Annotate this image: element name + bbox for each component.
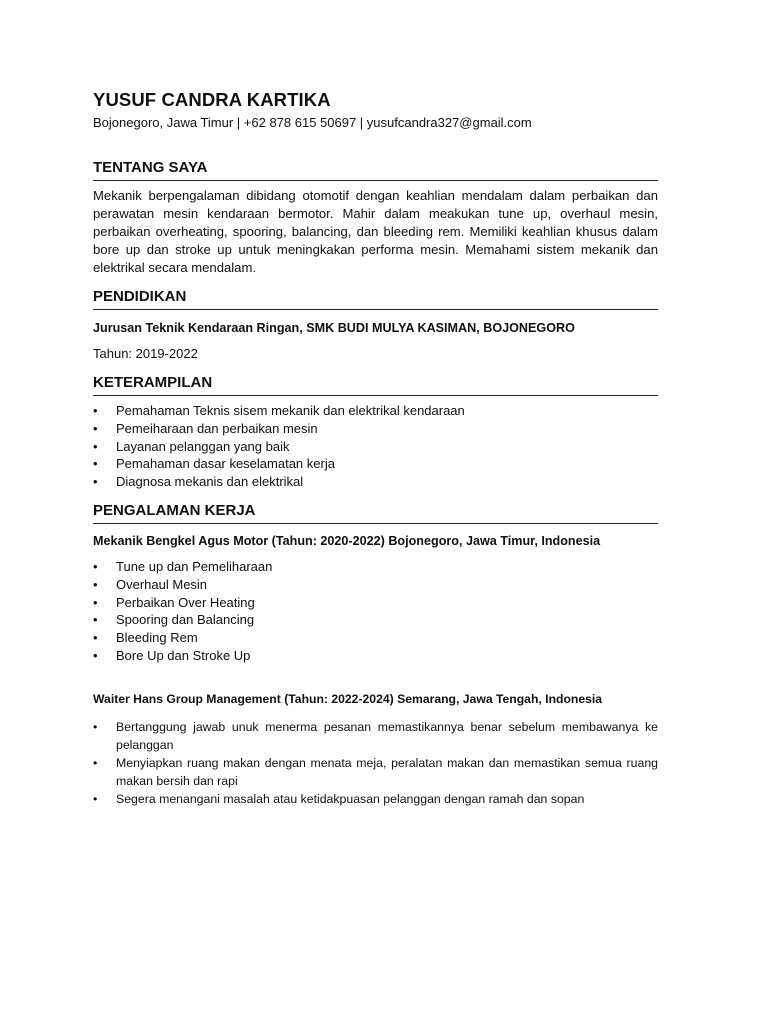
skill-text: Diagnosa mekanis dan elektrikal [116, 474, 304, 490]
skill-text: Layanan pelanggan yang baik [116, 438, 290, 454]
list-item [93, 438, 658, 456]
skill-text: Pemeiharaan dan perbaikan mesin [116, 420, 318, 436]
list-item [93, 594, 658, 612]
bullet-icon: • [93, 456, 98, 472]
bullet-icon: • [93, 420, 98, 436]
bullet-icon: • [93, 647, 98, 663]
education-school: Jurusan Teknik Kendaraan Ringan, SMK BUDI MULYA KASIMAN, BOJONEGORO [93, 321, 575, 335]
job-duties-list [93, 718, 658, 808]
list-item [93, 611, 658, 629]
skills-list [93, 402, 658, 491]
duty-text: Menyiapkan ruang makan dengan menata meja, peralatan makan dan memastikan semua ruang makan bersih dan rapi [116, 755, 658, 788]
bullet-icon: • [93, 630, 98, 646]
bullet-icon: • [93, 719, 98, 734]
bullet-icon: • [93, 594, 98, 610]
contact-info: Bojonegoro, Jawa Timur | +62 878 615 50697 | yusufcandra327@gmail.com [93, 115, 532, 130]
list-item [93, 455, 658, 473]
section-title-experience: PENGALAMAN KERJA [93, 501, 658, 524]
bullet-icon: • [93, 474, 98, 490]
duty-text: Bertanggung jawab unuk menerma pesanan memastikannya benar sebelum membawanya ke pelanggan [116, 719, 658, 752]
resume-page [93, 88, 658, 808]
job-title-mechanic: Mekanik Bengkel Agus Motor (Tahun: 2020-2022) Bojonegoro, Jawa Timur, Indonesia [93, 533, 601, 548]
resume-name: YUSUF CANDRA KARTIKA [93, 89, 331, 110]
list-item [93, 718, 658, 754]
about-paragraph: Mekanik berpengalaman dibidang otomotif dengan keahlian mendalam dalam perbaikan dan perawatan mesin kendaraan bermotor. Mahir dalam meakukan tune up, overhaul mesin, perbaikan overheating, spooring, balancing, dan bleeding rem. Memiliki keahlian khusus dalam bore up dan stroke up untuk meningkakan performa mesin. Memahami sistem mekanik dan elektrikal secara mendalam. [93, 188, 658, 275]
bullet-icon: • [93, 403, 98, 418]
list-item [93, 402, 658, 420]
list-item [93, 754, 658, 790]
bullet-icon: • [93, 558, 98, 574]
list-item [93, 647, 658, 665]
bullet-icon: • [93, 612, 98, 628]
duty-text: Tune up dan Pemeliharaan [116, 558, 273, 574]
list-item [93, 420, 658, 438]
skill-text: Pemahaman Teknis sisem mekanik dan elektrikal kendaraan [116, 403, 465, 418]
bullet-icon: • [93, 576, 98, 592]
duty-text: Bore Up dan Stroke Up [116, 647, 251, 663]
list-item [93, 576, 658, 594]
list-item [93, 629, 658, 647]
job-duties-list [93, 558, 658, 665]
list-item [93, 790, 658, 808]
section-title-skills: KETERAMPILAN [93, 373, 658, 396]
duty-text: Overhaul Mesin [116, 576, 208, 592]
job-title-waiter: Waiter Hans Group Management (Tahun: 2022-2024) Semarang, Jawa Tengah, Indonesia [93, 691, 603, 706]
duty-text: Perbaikan Over Heating [116, 594, 255, 610]
duty-text: Segera menangani masalah atau ketidakpuasan pelanggan dengan ramah dan sopan [116, 791, 585, 806]
list-item [93, 558, 658, 576]
skill-text: Pemahaman dasar keselamatan kerja [116, 456, 335, 472]
bullet-icon: • [93, 438, 98, 454]
duty-text: Spooring dan Balancing [116, 612, 255, 628]
duty-text: Bleeding Rem [116, 630, 198, 646]
bullet-icon: • [93, 755, 98, 770]
section-title-education: PENDIDIKAN [93, 287, 658, 310]
education-year: Tahun: 2019-2022 [93, 346, 198, 361]
section-title-about: TENTANG SAYA [93, 158, 658, 181]
list-item [93, 473, 658, 491]
bullet-icon: • [93, 791, 98, 806]
